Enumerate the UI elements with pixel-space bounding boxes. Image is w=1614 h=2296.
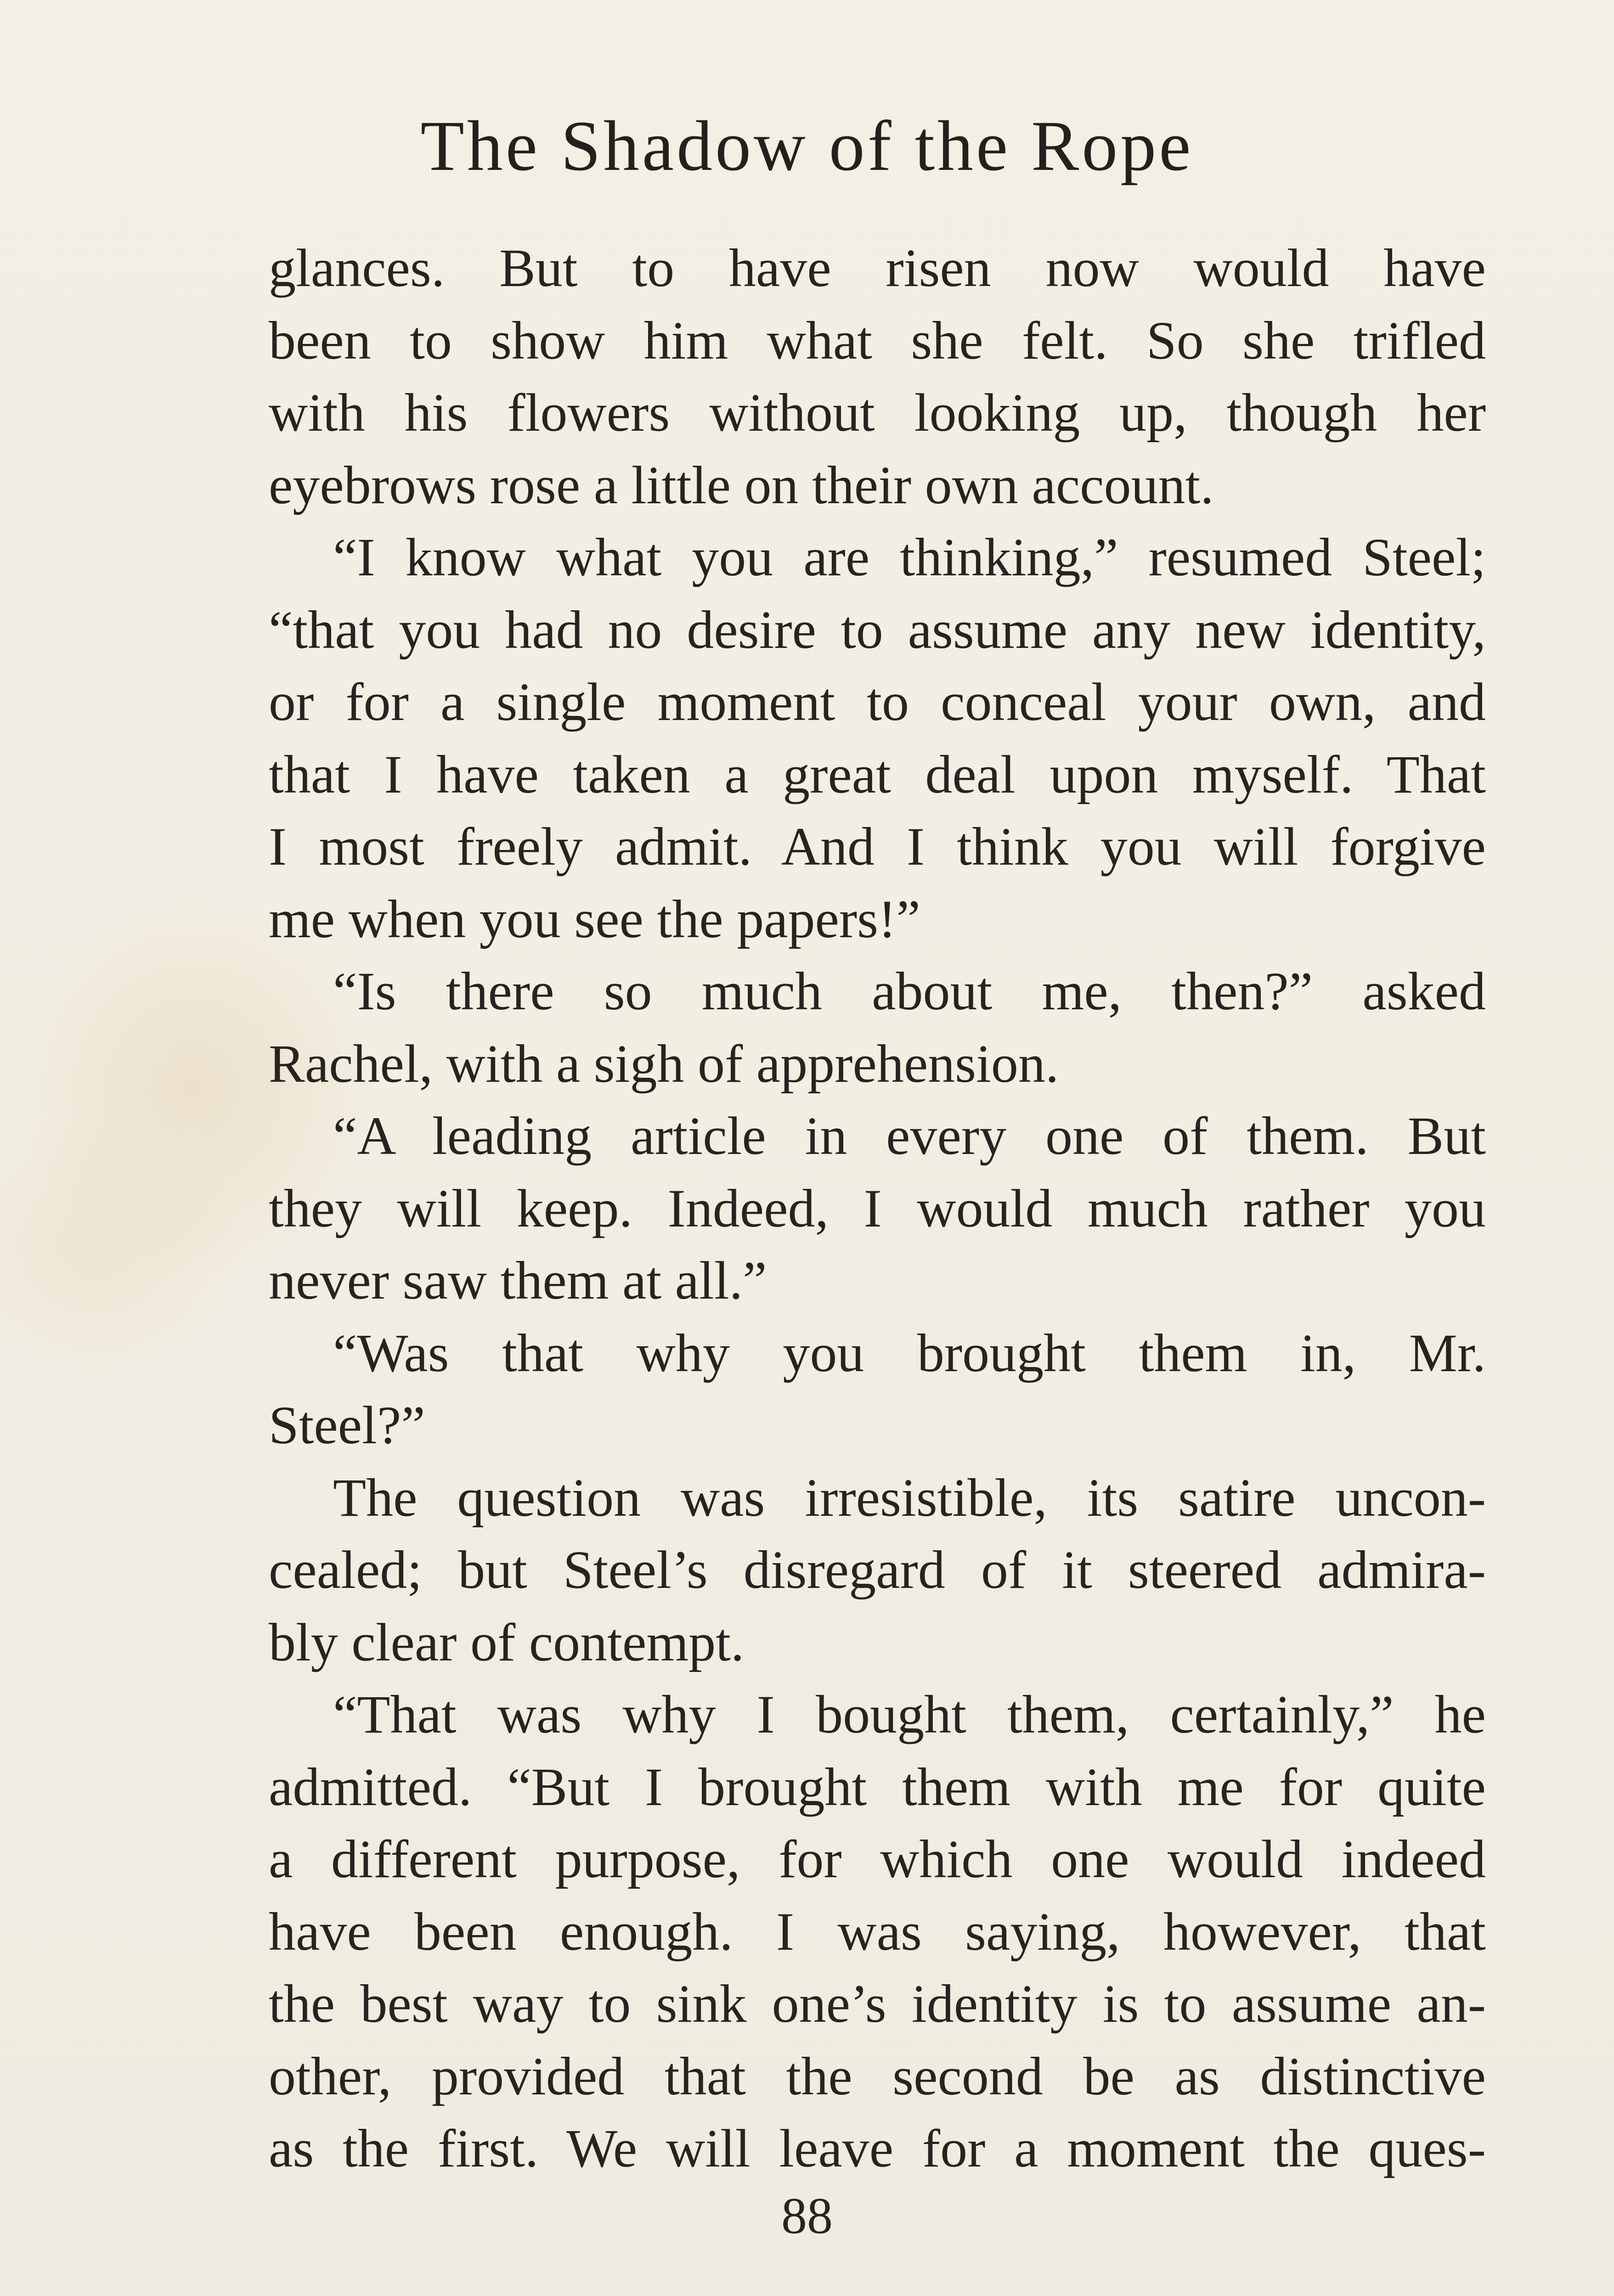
text-line: The question was irresistible, its satire uncon-: [333, 1467, 1486, 1528]
running-head: The Shadow of the Rope: [420, 106, 1194, 186]
text-line: never saw them at all.”: [269, 1250, 767, 1311]
text-line: “Is there so much about me, then?” asked: [333, 961, 1486, 1021]
text-line: “Was that why you brought them in, Mr.: [333, 1322, 1486, 1383]
body-text: [269, 232, 1486, 2185]
text-line: they will keep. Indeed, I would much rather you: [269, 1178, 1486, 1238]
text-line: the best way to sink one’s identity is to assume an-: [269, 1974, 1486, 2034]
text-line: as the first. We will leave for a moment the ques-: [269, 2118, 1486, 2178]
text-line: a different purpose, for which one would indeed: [269, 1829, 1486, 1889]
text-line: have been enough. I was saying, however, that: [269, 1901, 1486, 1962]
text-line: “That was why I bought them, certainly,” he: [333, 1684, 1486, 1745]
text-line: eyebrows rose a little on their own account.: [269, 455, 1214, 515]
text-line: other, provided that the second be as distinctive: [269, 2046, 1486, 2106]
text-line: I most freely admit. And I think you will forgive: [269, 816, 1486, 877]
text-line: glances. But to have risen now would have: [269, 238, 1486, 298]
text-line: Steel?”: [269, 1395, 425, 1455]
page-number: 88: [781, 2188, 833, 2245]
text-line: “that you had no desire to assume any new identity,: [269, 599, 1486, 660]
text-line: admitted. “But I brought them with me for quite: [269, 1756, 1486, 1817]
text-line: me when you see the papers!”: [269, 889, 920, 949]
text-line: cealed; but Steel’s disregard of it steered admira-: [269, 1540, 1486, 1600]
text-line: “I know what you are thinking,” resumed Steel;: [333, 527, 1486, 587]
text-line: Rachel, with a sigh of apprehension.: [269, 1033, 1059, 1094]
text-line: or for a single moment to conceal your own, and: [269, 672, 1486, 732]
text-line: “A leading article in every one of them. But: [333, 1106, 1486, 1166]
text-line: bly clear of contempt.: [269, 1612, 745, 1672]
text-line: been to show him what she felt. So she trifled: [269, 310, 1486, 371]
text-line: that I have taken a great deal upon myself. That: [269, 744, 1486, 805]
text-line: with his flowers without looking up, though her: [269, 383, 1486, 443]
